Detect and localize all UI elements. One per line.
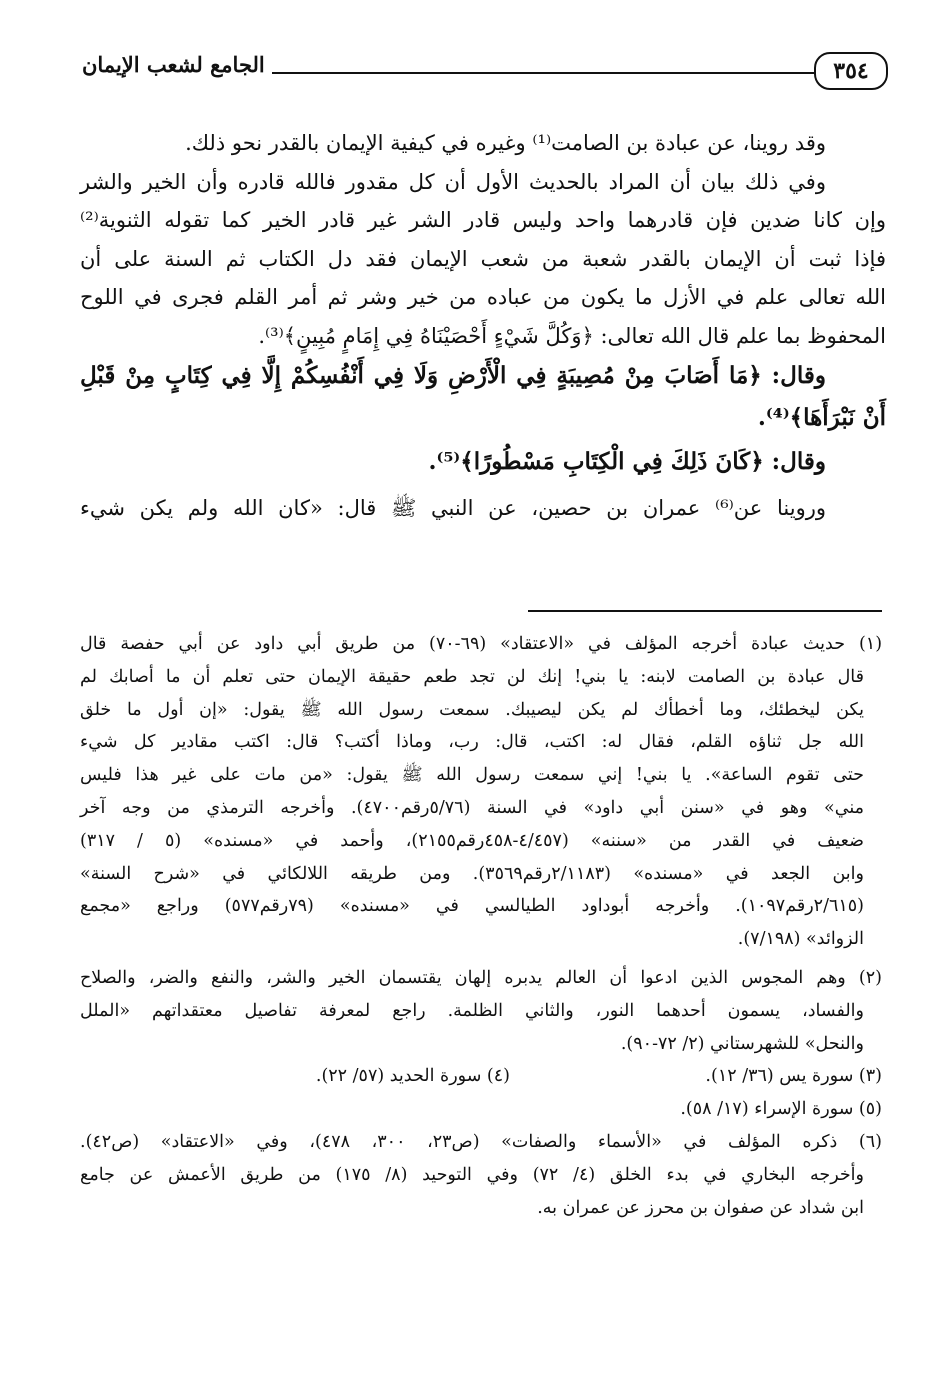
footnote-1-line: الزوائد» (٧/١٩٨). — [737, 929, 864, 950]
quran-line: أَنْ نَبْرَأَهَا﴾⁽⁴⁾. — [757, 404, 886, 431]
quran-line: وقال: ﴿كَانَ ذَلِكَ فِي الْكِتَابِ مَسْطُورًا﴾⁽⁵⁾. — [428, 448, 826, 475]
running-title: الجامع لشعب الإيمان — [82, 52, 265, 77]
footnote-1-line: وابن الجعد في «مسنده» (٢/١١٨٣رقم٣٥٦٩). ومن طريقه اللالكائي في «شرح السنة» — [80, 863, 864, 884]
footnote-1-line: يكن ليخطئك، وما أخطأك لم يكن ليصيبك. سمعت رسول الله ﷺ يقول: «إن أول ما خلق — [80, 699, 864, 720]
page-number: ٣٥٤ — [814, 52, 888, 90]
footnote-6-line: وأخرجه البخاري في بدء الخلق (٤/ ٧٢) وفي التوحيد (٨/ ١٧٥) من طريق الأعمش عن جامع — [80, 1164, 865, 1185]
body-line: وروينا عن⁽⁶⁾ عمران بن حصين، عن النبي ﷺ قال: «كان الله ولم يكن شيء — [80, 496, 826, 520]
footnote-6-line: ابن شداد عن صفوان بن محرز عن عمران به. — [537, 1197, 864, 1218]
quran-line: وقال: ﴿مَا أَصَابَ مِنْ مُصِيبَةٍ فِي الْأَرْضِ وَلَا فِي أَنْفُسِكُمْ إِلَّا فِي كِتَابٍ مِنْ قَبْلِ — [80, 362, 826, 389]
footnote-1-line: (٢/٦١٥رقم١٠٩٧). وأخرجه أبوداود الطيالسي في «مسنده» (٧٩رقم٥٧٧) وراجع «مجمع — [80, 896, 864, 917]
footnote-2-line: والفساد، يسمون أحدهما النور، والثاني الظلمة. راجع لمعرفة تفاصيل معتقداتهم «الملل — [80, 1000, 864, 1021]
footnote-1-line: قال عبادة بن الصامت لابنه: يا بني! إنك لن تجد طعم حقيقة الإيمان حتى تعلم أن ما أصابك لم — [80, 666, 864, 687]
footnote-4: (٤) سورة الحديد (٥٧/ ٢٢). — [315, 1066, 510, 1087]
footnote-2-line: والنحل» للشهرستاني (٢/ ٧٢-٩٠). — [620, 1033, 864, 1054]
body-line: وإن كانا ضدين فإن قادرهما واحد وليس قادر الشر غير قادر الخير كما تقوله الثنوية⁽²⁾ — [80, 208, 886, 232]
footnote-rule — [528, 610, 882, 612]
main-text — [80, 124, 886, 531]
footnote-5: (٥) سورة الإسراء (١٧/ ٥٨). — [680, 1099, 882, 1120]
footnote-1-line: حتى تقوم الساعة». يا بني! إني سمعت رسول الله ﷺ يقول: «من مات على غير هذا فليس — [80, 765, 864, 786]
body-line: فإذا ثبت أن الإيمان بالقدر شعبة من شعب الإيمان فقد دل الكتاب ثم السنة على أن — [80, 246, 886, 271]
body-line: الله تعالى علم في الأزل ما يكون من عباده من خير وشر ثم أمر القلم فجرى في اللوح — [80, 285, 886, 309]
footnote-2-line: (٢) وهم المجوس الذين ادعوا أن العالم يدبره إلهان يقتسمان الخير والشر، والنفع والضر، والصلاح — [80, 967, 882, 988]
header-rule — [272, 72, 814, 74]
footnote-1-line: ضعيف في القدر من «سننه» (٤/٤٥٧-٤٥٨رقم٢١٥٥)، وأحمد في «مسنده» (٥ / ٣١٧) — [80, 830, 864, 851]
page-header — [82, 48, 888, 92]
body-line: وقد روينا، عن عبادة بن الصامت⁽¹⁾ وغيره في كيفية الإيمان بالقدر نحو ذلك. — [185, 131, 826, 155]
footnotes-3-4 — [80, 1060, 882, 1093]
footnote-3: (٣) سورة يس (٣٦/ ١٢). — [705, 1066, 882, 1087]
body-line: وفي ذلك بيان أن المراد بالحديث الأول أن كل مقدور فالله قادره وأن الخير والشر — [80, 169, 826, 194]
footnote-1-line: (١) حديث عبادة أخرجه المؤلف في «الاعتقاد» (٦٩-٧٠) من طريق أبي داود عن أبي حفصة قال — [80, 634, 883, 654]
footnote-6-line: (٦) ذكره المؤلف في «الأسماء والصفات» (ص٢٣، ٣٠٠، ٤٧٨)، وفي «الاعتقاد» (ص٤٢). — [80, 1131, 882, 1152]
footnote-1-line: الله جل ثناؤه القلم، فقال له: اكتب، قال: رب، وماذا أكتب؟ قال: اكتب مقادير كل شيء — [80, 732, 864, 753]
footnote-1-line: مني» وهو في «سنن أبي داود» في السنة (٥/٧٦رقم٤٧٠٠). وأخرجه الترمذي من وجه آخر — [80, 797, 865, 818]
body-line: المحفوظ بما علم قال الله تعالى: ﴿وَكُلَّ شَيْءٍ أَحْصَيْنَاهُ فِي إِمَامٍ مُبِينٍ﴾⁽³⁾. — [258, 323, 886, 348]
footnotes — [80, 628, 882, 1224]
